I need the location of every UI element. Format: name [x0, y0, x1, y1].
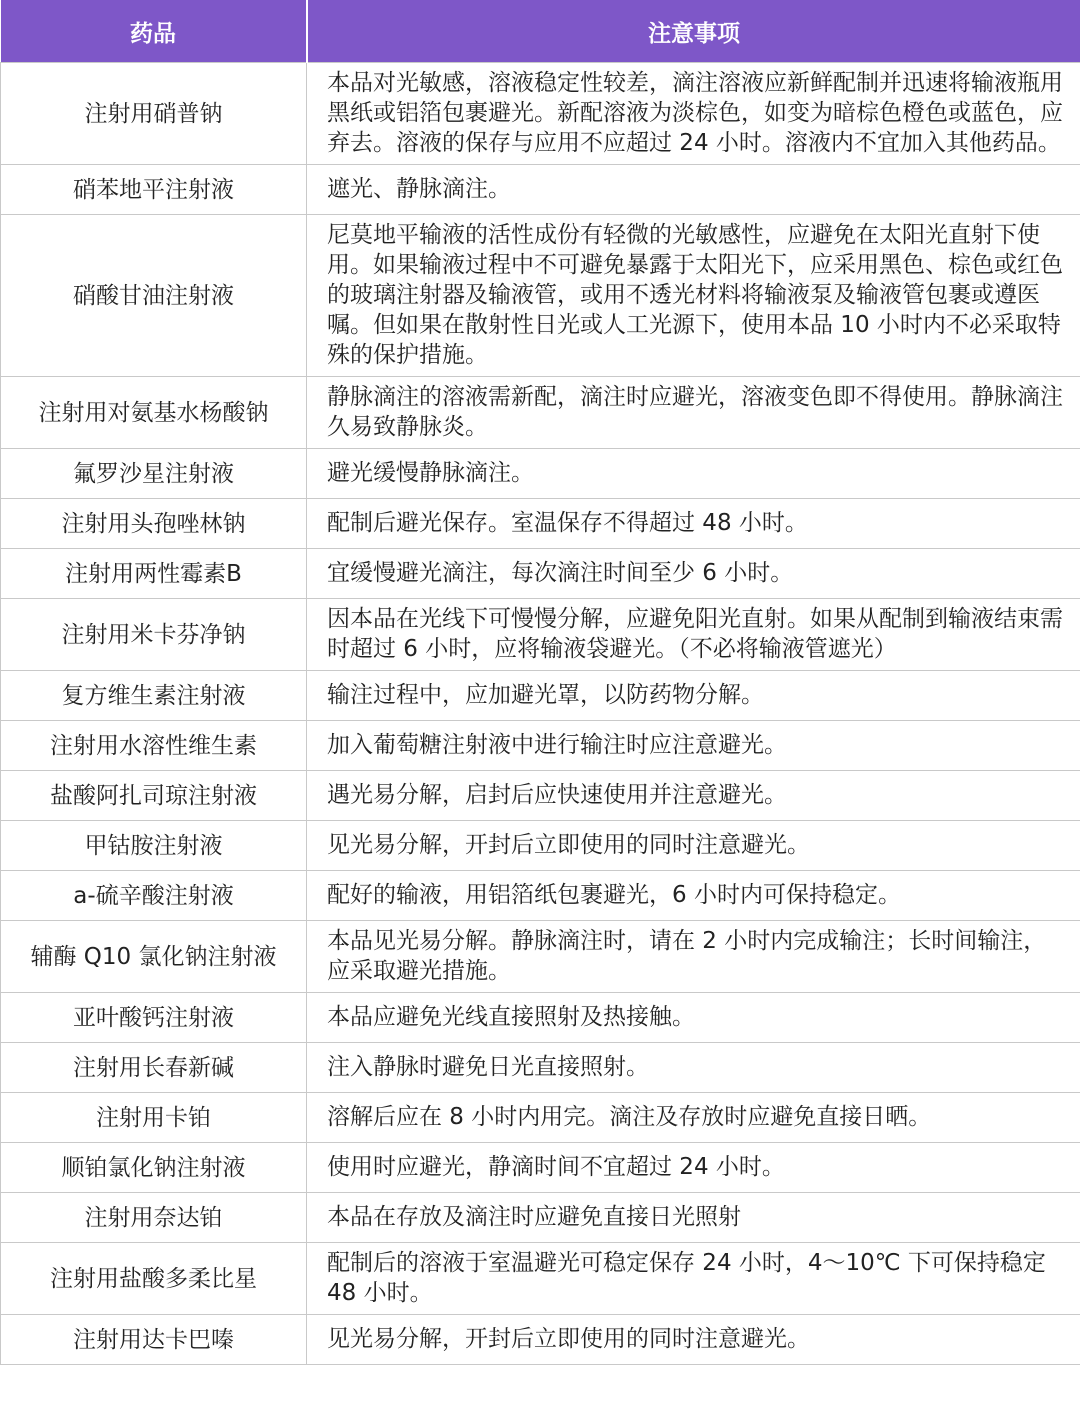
- table-row: [1, 165, 1080, 215]
- precaution-cell: 遮光、静脉滴注。: [307, 165, 1080, 215]
- drug-name-cell: 辅酶 Q10 氯化钠注射液: [1, 921, 307, 993]
- precaution-cell: 注入静脉时避免日光直接照射。: [307, 1043, 1080, 1093]
- precaution-cell: 静脉滴注的溶液需新配，滴注时应避光，溶液变色即不得使用。静脉滴注久易致静脉炎。: [307, 377, 1080, 449]
- drug-name-cell: 注射用盐酸多柔比星: [1, 1243, 307, 1315]
- table-row: [1, 921, 1080, 993]
- drug-name-cell: 注射用米卡芬净钠: [1, 599, 307, 671]
- table-row: [1, 449, 1080, 499]
- drug-name-cell: 注射用长春新碱: [1, 1043, 307, 1093]
- drug-name-cell: 注射用水溶性维生素: [1, 721, 307, 771]
- header-notes: 注意事项: [307, 0, 1080, 63]
- precaution-cell: 溶解后应在 8 小时内用完。滴注及存放时应避免直接日晒。: [307, 1093, 1080, 1143]
- precaution-cell: 本品见光易分解。静脉滴注时，请在 2 小时内完成输注；长时间输注，应采取避光措施。: [307, 921, 1080, 993]
- drug-name-cell: 亚叶酸钙注射液: [1, 993, 307, 1043]
- table-row: [1, 721, 1080, 771]
- table-row: [1, 63, 1080, 165]
- table-row: [1, 1043, 1080, 1093]
- table-row: [1, 499, 1080, 549]
- precaution-cell: 配制后的溶液于室温避光可稳定保存 24 小时，4～10℃ 下可保持稳定 48 小时。: [307, 1243, 1080, 1315]
- precaution-cell: 避光缓慢静脉滴注。: [307, 449, 1080, 499]
- header-row: [1, 0, 1080, 63]
- precaution-cell: 使用时应避光，静滴时间不宜超过 24 小时。: [307, 1143, 1080, 1193]
- drug-name-cell: 复方维生素注射液: [1, 671, 307, 721]
- precaution-cell: 尼莫地平输液的活性成份有轻微的光敏感性，应避免在太阳光直射下使用。如果输液过程中不可避免暴露于太阳光下，应采用黑色、棕色或红色的玻璃注射器及输液管，或用不透光材料将输液泵及输液管包裹或遵医嘱。但如果在散射性日光或人工光源下，使用本品 10 小时内不必采取特殊的保护措施。: [307, 215, 1080, 377]
- table-row: [1, 549, 1080, 599]
- drug-name-cell: 注射用硝普钠: [1, 63, 307, 165]
- precaution-cell: 本品应避免光线直接照射及热接触。: [307, 993, 1080, 1043]
- table-row: [1, 1243, 1080, 1315]
- precaution-cell: 本品对光敏感，溶液稳定性较差，滴注溶液应新鲜配制并迅速将输液瓶用黑纸或铝箔包裹避光。新配溶液为淡棕色，如变为暗棕色橙色或蓝色，应弃去。溶液的保存与应用不应超过 24 小时。溶液内不宜加入其他药品。: [307, 63, 1080, 165]
- precaution-cell: 输注过程中，应加避光罩，以防药物分解。: [307, 671, 1080, 721]
- table-row: [1, 377, 1080, 449]
- table-row: [1, 599, 1080, 671]
- precaution-cell: 见光易分解，开封后立即使用的同时注意避光。: [307, 1315, 1080, 1365]
- drug-name-cell: 硝苯地平注射液: [1, 165, 307, 215]
- precaution-cell: 本品在存放及滴注时应避免直接日光照射: [307, 1193, 1080, 1243]
- drug-name-cell: 硝酸甘油注射液: [1, 215, 307, 377]
- table-row: [1, 871, 1080, 921]
- table-header: [1, 0, 1080, 63]
- precaution-cell: 遇光易分解，启封后应快速使用并注意避光。: [307, 771, 1080, 821]
- precaution-cell: 因本品在光线下可慢慢分解，应避免阳光直射。如果从配制到输液结束需时超过 6 小时，应将输液袋避光。（不必将输液管遮光）: [307, 599, 1080, 671]
- table-row: [1, 1315, 1080, 1365]
- precaution-cell: 见光易分解，开封后立即使用的同时注意避光。: [307, 821, 1080, 871]
- precaution-cell: 加入葡萄糖注射液中进行输注时应注意避光。: [307, 721, 1080, 771]
- precaution-cell: 配好的输液，用铝箔纸包裹避光，6 小时内可保持稳定。: [307, 871, 1080, 921]
- drug-name-cell: 甲钴胺注射液: [1, 821, 307, 871]
- table-row: [1, 1143, 1080, 1193]
- drug-name-cell: a-硫辛酸注射液: [1, 871, 307, 921]
- table-row: [1, 993, 1080, 1043]
- table-row: [1, 1193, 1080, 1243]
- precaution-cell: 配制后避光保存。室温保存不得超过 48 小时。: [307, 499, 1080, 549]
- drug-name-cell: 注射用达卡巴嗪: [1, 1315, 307, 1365]
- drug-name-cell: 氟罗沙星注射液: [1, 449, 307, 499]
- table-row: [1, 771, 1080, 821]
- precaution-cell: 宜缓慢避光滴注，每次滴注时间至少 6 小时。: [307, 549, 1080, 599]
- table-row: [1, 1093, 1080, 1143]
- table-row: [1, 821, 1080, 871]
- header-drug: 药品: [1, 0, 307, 63]
- drug-name-cell: 盐酸阿扎司琼注射液: [1, 771, 307, 821]
- drug-name-cell: 注射用头孢唑林钠: [1, 499, 307, 549]
- table-body: [1, 63, 1080, 1365]
- drug-name-cell: 顺铂氯化钠注射液: [1, 1143, 307, 1193]
- drug-name-cell: 注射用奈达铂: [1, 1193, 307, 1243]
- drug-name-cell: 注射用对氨基水杨酸钠: [1, 377, 307, 449]
- table-row: [1, 671, 1080, 721]
- table-row: [1, 215, 1080, 377]
- drug-name-cell: 注射用卡铂: [1, 1093, 307, 1143]
- drug-name-cell: 注射用两性霉素B: [1, 549, 307, 599]
